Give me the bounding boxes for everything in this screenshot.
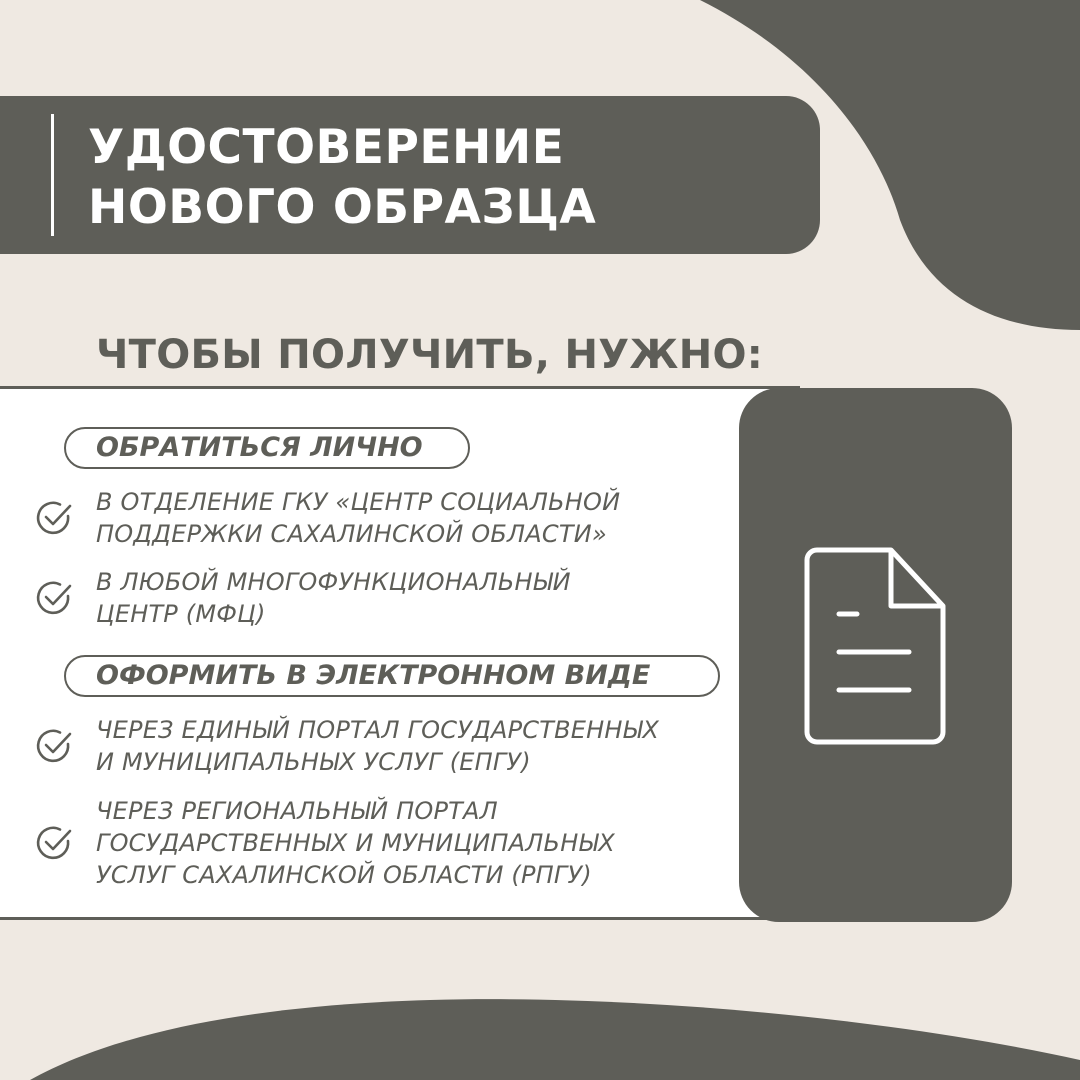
bottom-shape (0, 990, 1080, 1080)
section-label-in-person: ОБРАТИТЬСЯ ЛИЧНО (64, 427, 470, 469)
list-item (0, 795, 740, 895)
document-icon (803, 546, 949, 746)
list-item-text: В ЛЮБОЙ МНОГОФУНКЦИОНАЛЬНЫЙ ЦЕНТР (МФЦ) (96, 568, 571, 628)
title-banner (0, 96, 820, 254)
list-item-text: ЧЕРЕЗ ЕДИНЫЙ ПОРТАЛ ГОСУДАРСТВЕННЫХ И МУНИЦИПАЛЬНЫХ УСЛУГ (ЕПГУ) (96, 716, 660, 776)
page-title-line-1: УДОСТОВЕРЕНИЕ (88, 120, 565, 175)
title-accent-bar (51, 114, 54, 236)
check-circle-icon (34, 498, 74, 538)
list-item (0, 566, 740, 646)
subtitle: ЧТОБЫ ПОЛУЧИТЬ, НУЖНО: (96, 332, 764, 378)
document-panel (739, 388, 1012, 922)
check-circle-icon (34, 823, 74, 863)
section-label-online: ОФОРМИТЬ В ЭЛЕКТРОННОМ ВИДЕ (64, 655, 720, 697)
list-item-text: ЧЕРЕЗ РЕГИОНАЛЬНЫЙ ПОРТАЛ ГОСУДАРСТВЕННЫХ И МУНИЦИПАЛЬНЫХ УСЛУГ САХАЛИНСКОЙ ОБЛАСТИ (РПГУ) (96, 797, 615, 889)
list-item-text: В ОТДЕЛЕНИЕ ГКУ «ЦЕНТР СОЦИАЛЬНОЙ ПОДДЕРЖКИ САХАЛИНСКОЙ ОБЛАСТИ» (96, 488, 621, 548)
check-circle-icon (34, 578, 74, 618)
list-item (0, 486, 740, 566)
list-item (0, 714, 740, 794)
page-title-line-2: НОВОГО ОБРАЗЦА (88, 180, 597, 235)
check-circle-icon (34, 726, 74, 766)
